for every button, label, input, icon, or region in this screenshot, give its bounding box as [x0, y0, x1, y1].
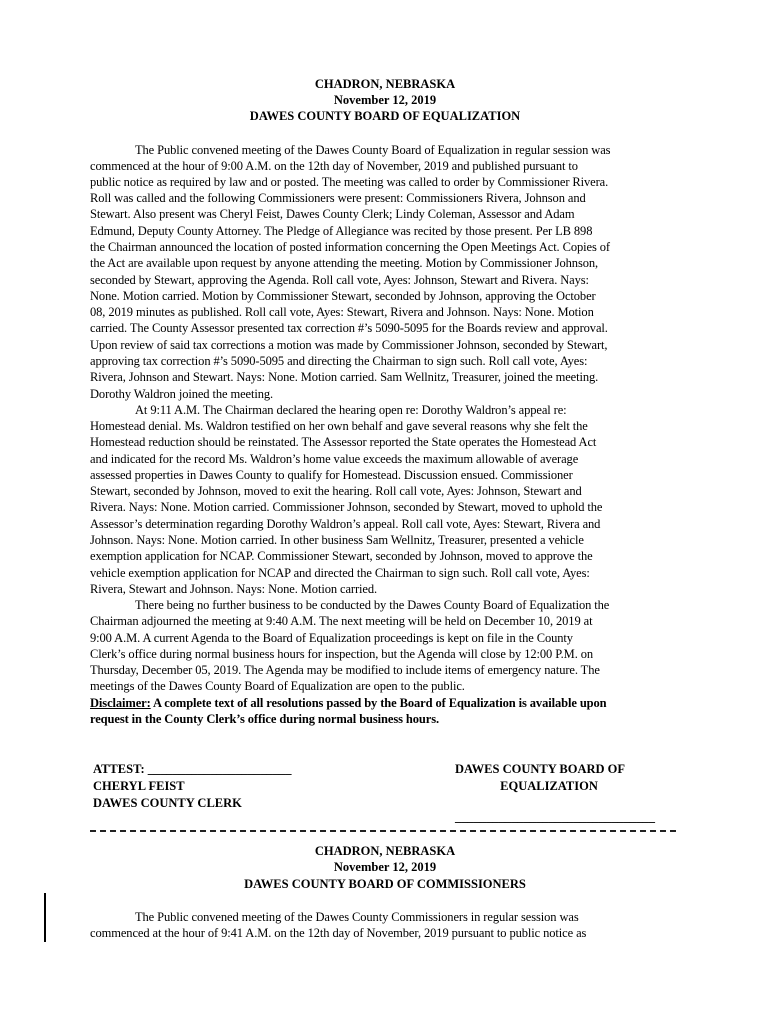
section-divider: [90, 830, 676, 832]
header-board: DAWES COUNTY BOARD OF EQUALIZATION: [249, 109, 521, 123]
board-signature-title: DAWES COUNTY BOARD OF: [455, 762, 626, 776]
body-line: assessed properties in Dawes County to qualify for Homestead. Discussion ensued. Commissioner: [90, 468, 573, 482]
body-line: Dorothy Waldron joined the meeting.: [90, 387, 274, 401]
body-line: Thursday, December 05, 2019. The Agenda may be modified to include items of emergency nature. The: [90, 663, 600, 677]
body-line: Stewart, seconded by Johnson, moved to exit the hearing. Roll call vote, Ayes: Johnson, Stewart and: [90, 484, 582, 498]
body-line: public notice as required by law and or posted. The meeting was called to order by Commissioner Rivera.: [90, 175, 609, 189]
body-line: Roll was called and the following Commissioners were present: Commissioners Rivera, Johnson and: [90, 191, 586, 205]
body-line: seconded by Stewart, approving the Agenda. Roll call vote, Ayes: Johnson, Stewart and Rivera. Nays:: [90, 273, 589, 287]
body-line: Upon review of said tax corrections a motion was made by Commissioner Johnson, seconded by Stewart,: [90, 338, 608, 352]
body-line: approving tax correction #’s 5090-5095 and directing the Chairman to sign such. Roll call vote, Ayes:: [90, 354, 588, 368]
board-signature-title: EQUALIZATION: [500, 779, 598, 793]
clerk-title: DAWES COUNTY CLERK: [93, 796, 242, 810]
header-date: November 12, 2019: [333, 860, 437, 874]
signature-line: ________________________________: [455, 810, 655, 824]
body-line: 08, 2019 minutes as published. Roll call vote, Ayes: Stewart, Rivera and Johnson. Nays: None. Motion: [90, 305, 594, 319]
body-line: Assessor’s determination regarding Dorothy Waldron’s appeal. Roll call vote, Ayes: Stewart, Rivera and: [90, 517, 601, 531]
body-line: commenced at the hour of 9:41 A.M. on the 12th day of November, 2019 pursuant to public notice as: [90, 926, 587, 940]
body-line: carried. The County Assessor presented tax correction #’s 5090-5095 for the Boards review and approval.: [90, 321, 608, 335]
body-line: Rivera, Stewart and Johnson. Nays: None. Motion carried.: [90, 582, 378, 596]
body-line: exemption application for NCAP. Commissioner Stewart, seconded by Johnson, moved to approve the: [90, 549, 593, 563]
body-line: Homestead reduction should be reinstated. The Assessor reported the State operates the Homestead Act: [90, 435, 597, 449]
body-line: Chairman adjourned the meeting at 9:40 A.M. The next meeting will be held on December 10, 2019 at: [90, 614, 593, 628]
body-line: the Act are available upon request by anyone attending the meeting. Motion by Commissioner Johnson,: [90, 256, 599, 270]
body-line: Johnson. Nays: None. Motion carried. In other business Sam Wellnitz, Treasurer, presented a vehicle: [90, 533, 584, 547]
body-line: Rivera, Johnson and Stewart. Nays: None. Motion carried. Sam Wellnitz, Treasurer, joined the meeting.: [90, 370, 599, 384]
body-line: The Public convened meeting of the Dawes County Board of Equalization in regular session was: [135, 143, 611, 157]
body-line: the Chairman announced the location of posted information concerning the Open Meetings Act. Copies of: [90, 240, 610, 254]
body-line: 9:00 A.M. A current Agenda to the Board of Equalization proceedings is kept on file in the County: [90, 631, 573, 645]
body-line: vehicle exemption application for NCAP and directed the Chairman to sign such. Roll call vote, Ayes:: [90, 566, 590, 580]
body-line: and indicated for the record Ms. Waldron’s home value exceeds the maximum allowable of average: [90, 452, 579, 466]
attest-line: ATTEST: _______________________: [93, 762, 292, 776]
body-line: The Public convened meeting of the Dawes County Commissioners in regular session was: [135, 910, 579, 924]
disclaimer-text: A complete text of all resolutions passed by the Board of Equalization is available upon: [150, 696, 607, 710]
body-line: meetings of the Dawes County Board of Equalization are open to the public.: [90, 679, 465, 693]
body-line: commenced at the hour of 9:00 A.M. on the 12th day of November, 2019 and published pursuant to: [90, 159, 578, 173]
disclaimer-label: Disclaimer:: [90, 696, 151, 710]
header-date: November 12, 2019: [333, 93, 437, 107]
body-line: Stewart. Also present was Cheryl Feist, Dawes County Clerk; Lindy Coleman, Assessor and Adam: [90, 207, 575, 221]
body-line: None. Motion carried. Motion by Commissioner Stewart, seconded by Johnson, approving the October: [90, 289, 596, 303]
disclaimer-line: [90, 695, 607, 711]
body-line: Edmund, Deputy County Attorney. The Pledge of Allegiance was recited by those present. Per LB 898: [90, 224, 593, 238]
body-line: Homestead denial. Ms. Waldron testified on her own behalf and gave several reasons why she felt the: [90, 419, 588, 433]
body-line: At 9:11 A.M. The Chairman declared the hearing open re: Dorothy Waldron’s appeal re:: [135, 403, 567, 417]
margin-bar: [44, 893, 46, 942]
header-city: CHADRON, NEBRASKA: [314, 77, 456, 91]
disclaimer-line: request in the County Clerk’s office during normal business hours.: [90, 712, 439, 726]
clerk-name: CHERYL FEIST: [93, 779, 185, 793]
body-line: Rivera. Nays: None. Motion carried. Commissioner Johnson, seconded by Stewart, moved to uphold the: [90, 500, 603, 514]
body-line: There being no further business to be conducted by the Dawes County Board of Equalization the: [135, 598, 610, 612]
header-board: DAWES COUNTY BOARD OF COMMISSIONERS: [244, 877, 526, 891]
body-line: Clerk’s office during normal business hours for inspection, but the Agenda will close by 12:00 P.M. on: [90, 647, 594, 661]
header-city: CHADRON, NEBRASKA: [314, 844, 456, 858]
